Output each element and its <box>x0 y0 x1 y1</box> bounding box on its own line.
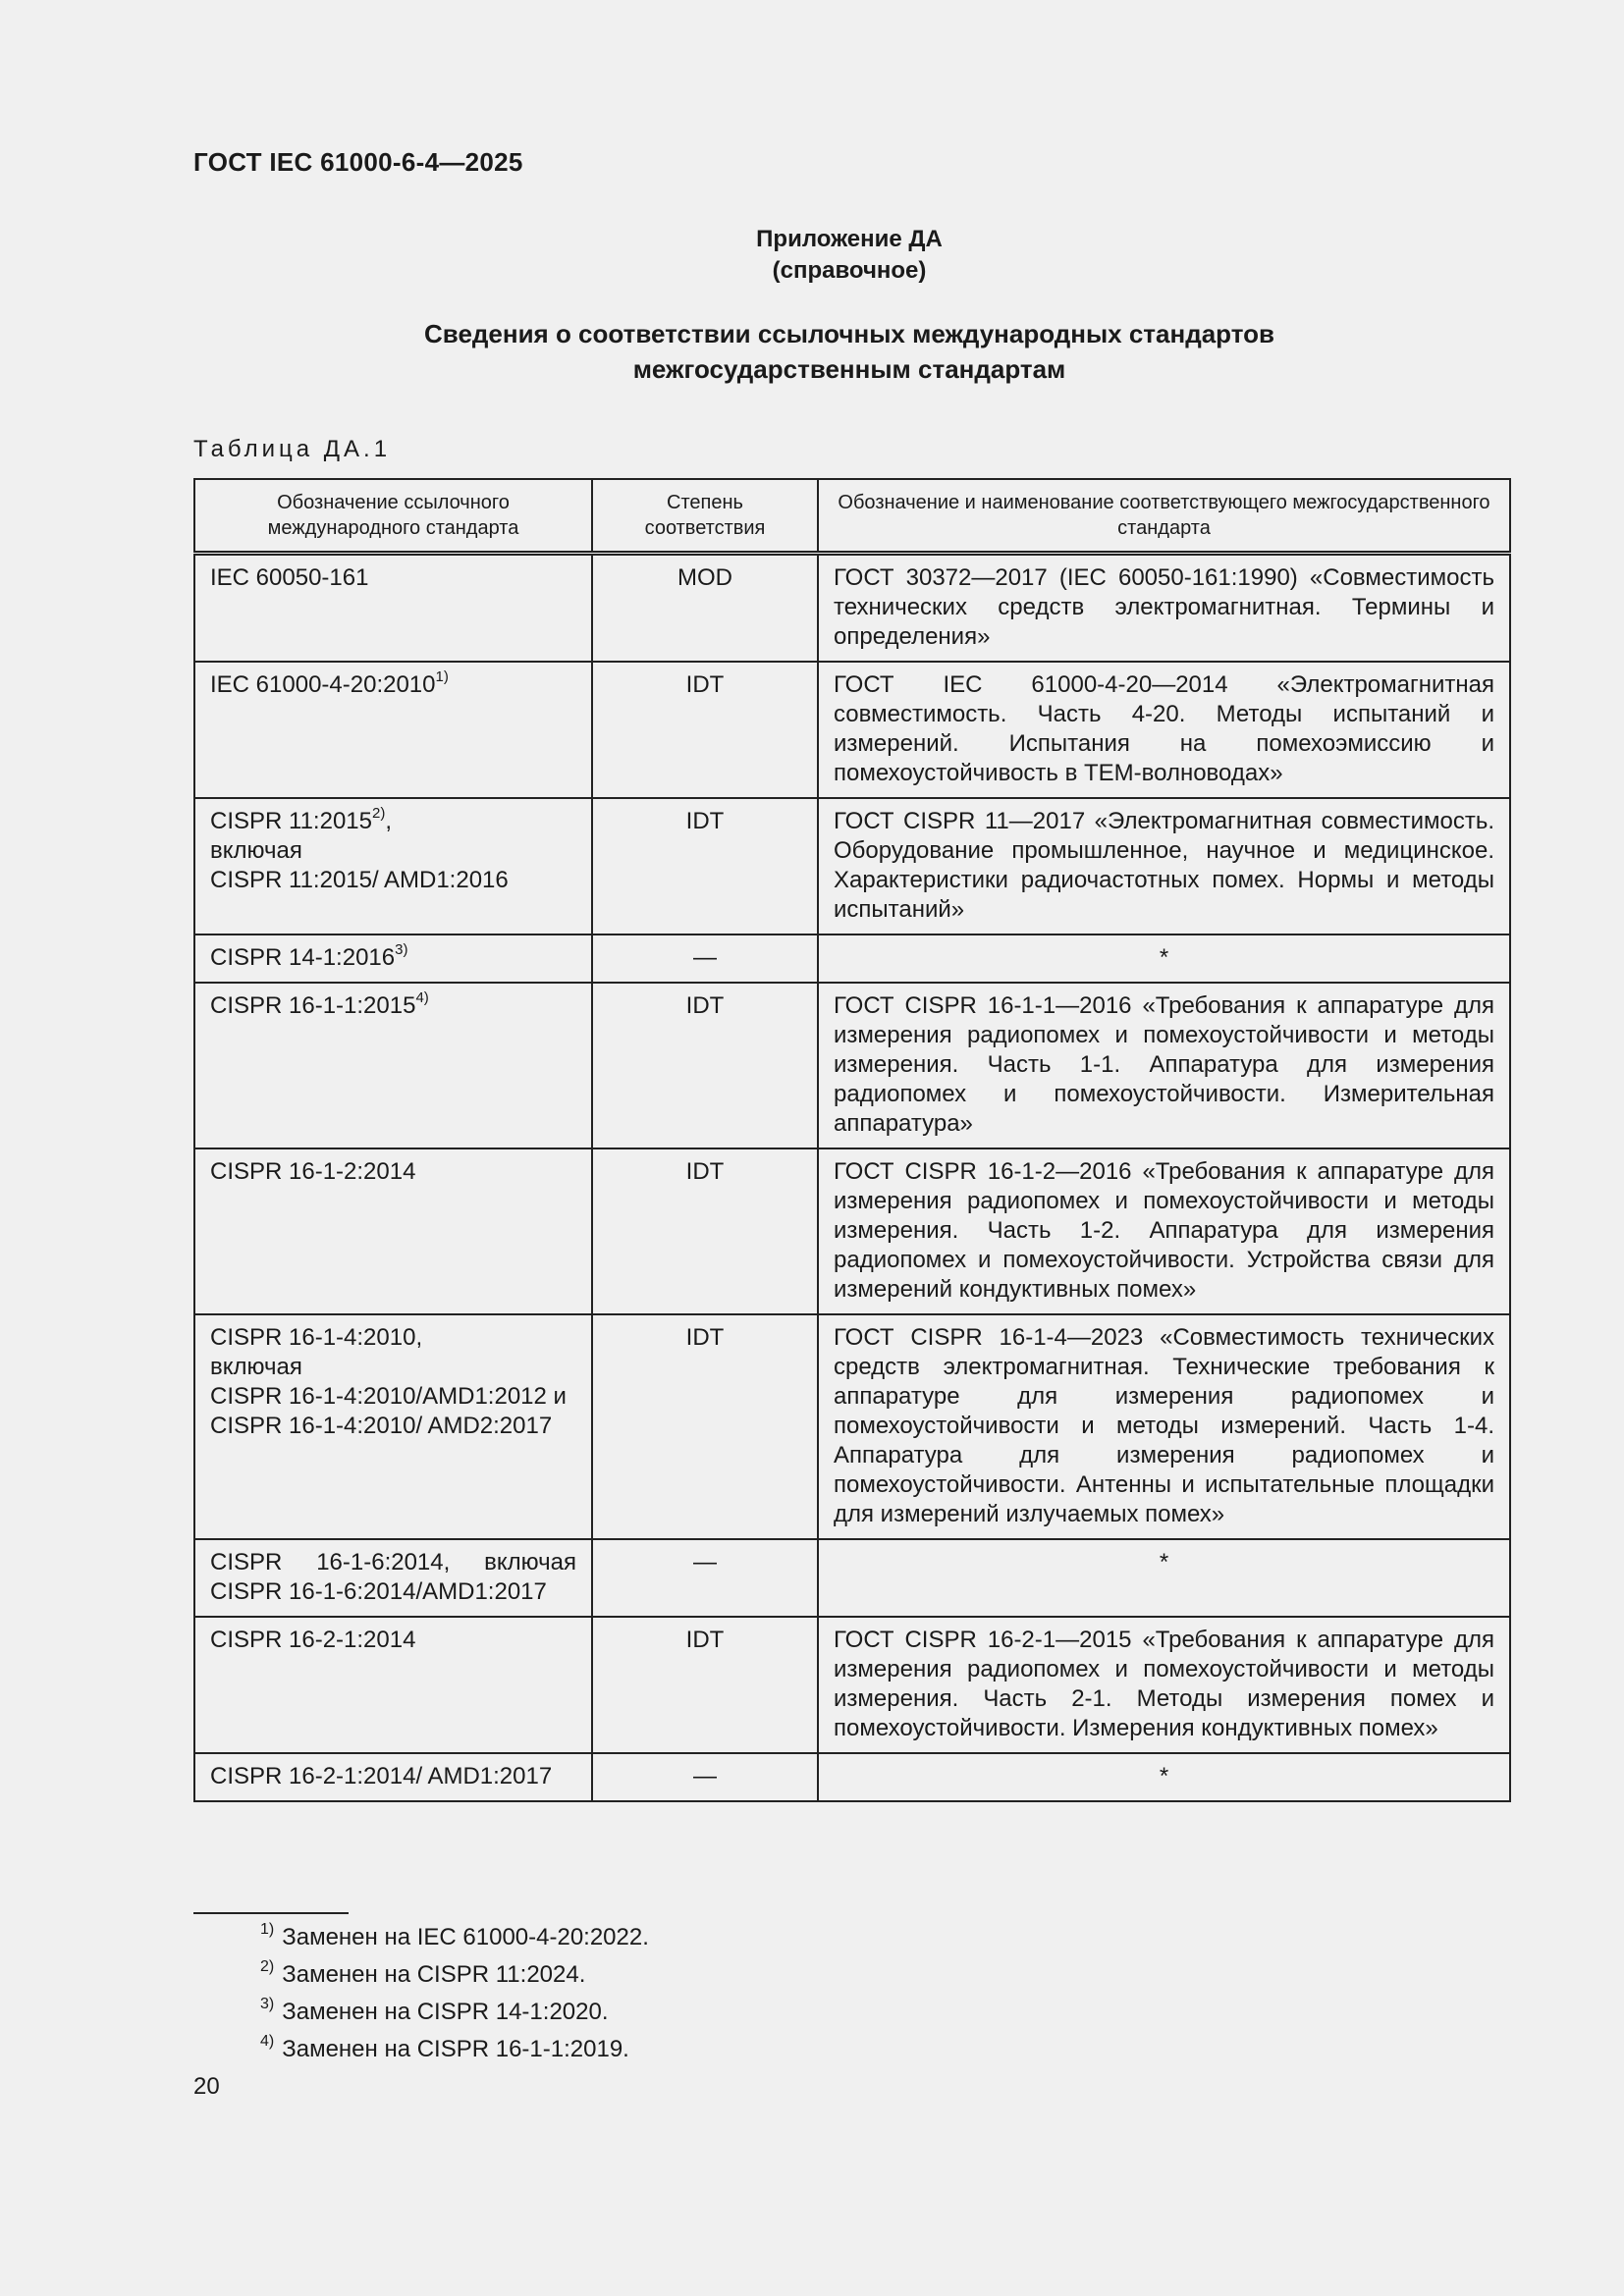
appendix-title: Приложение ДА <box>756 226 943 252</box>
footnote-item <box>260 1956 649 1994</box>
intl-standard-line <box>210 807 576 836</box>
intl-standard-text: CISPR 16-1-6:2014, включая <box>210 1549 576 1575</box>
cell-intl-standard <box>194 1148 592 1314</box>
footnote-text: Заменен на CISPR 16-1-1:2019. <box>282 2036 629 2062</box>
cell-intl-standard <box>194 798 592 934</box>
intl-standard-line <box>210 1323 576 1353</box>
cell-degree: IDT <box>592 662 818 798</box>
intl-standard-line <box>210 1548 576 1577</box>
intl-standard-text: включая <box>210 837 302 864</box>
header-degree: Степень соответствия <box>592 479 818 554</box>
intl-standard-text: включая <box>210 1354 302 1380</box>
footnote-text: Заменен на CISPR 11:2024. <box>282 1961 586 1988</box>
footnote-mark: 4) <box>260 2033 275 2050</box>
cell-degree: — <box>592 1753 818 1801</box>
intl-standard-text: CISPR 16-1-1:2015 <box>210 992 416 1019</box>
cell-intl-standard <box>194 983 592 1148</box>
footnote-text: Заменен на CISPR 14-1:2020. <box>282 1999 609 2025</box>
cell-degree: IDT <box>592 1148 818 1314</box>
intl-standard-line <box>210 866 576 895</box>
cell-intl-standard <box>194 1314 592 1539</box>
table-row <box>194 1617 1510 1753</box>
table-row <box>194 1148 1510 1314</box>
intl-standard-text: CISPR 14-1:2016 <box>210 944 396 971</box>
footnote-ref: 4) <box>415 989 429 1006</box>
footnote-item <box>260 1994 649 2031</box>
table-header-row <box>194 479 1510 554</box>
intl-standard-text: CISPR 16-2-1:2014 <box>210 1627 416 1653</box>
cell-gost-standard: * <box>818 934 1510 983</box>
footnote-separator <box>193 1912 349 1914</box>
footnote-text: Заменен на IEC 61000-4-20:2022. <box>282 1924 649 1950</box>
table-caption: Таблица ДА.1 <box>193 436 392 462</box>
intl-standard-line <box>210 1577 576 1607</box>
intl-standard-line <box>210 836 576 866</box>
table-row <box>194 798 1510 934</box>
table-row <box>194 1539 1510 1617</box>
footnote-item <box>260 1919 649 1956</box>
intl-standard-text: CISPR 16-1-4:2010/AMD1:2012 и <box>210 1383 567 1410</box>
cell-degree: MOD <box>592 554 818 663</box>
standards-table <box>193 478 1511 1802</box>
footnote-mark: 1) <box>260 1921 275 1938</box>
appendix-subtitle: (справочное) <box>772 257 927 284</box>
intl-standard-text: CISPR 16-1-6:2014/AMD1:2017 <box>210 1578 547 1605</box>
table-row <box>194 983 1510 1148</box>
cell-degree: — <box>592 934 818 983</box>
intl-standard-line <box>210 670 576 700</box>
cell-intl-standard <box>194 554 592 663</box>
intl-standard-text: IEC 61000-4-20:2010 <box>210 671 436 698</box>
cell-intl-standard <box>194 1753 592 1801</box>
cell-degree: IDT <box>592 1314 818 1539</box>
intl-standard-text: CISPR 11:2015 <box>210 808 372 834</box>
footnote-ref: 1) <box>435 668 449 685</box>
intl-standard-line <box>210 1353 576 1382</box>
header-intl-standard: Обозначение ссылочного международного стандарта <box>194 479 592 554</box>
cell-gost-standard: ГОСТ 30372—2017 (IEC 60050-161:1990) «Совместимость технических средств электромагнитная. Термины и определения» <box>818 554 1510 663</box>
footnotes <box>260 1919 649 2068</box>
intl-standard-line <box>210 1762 576 1791</box>
table-row <box>194 662 1510 798</box>
cell-gost-standard: * <box>818 1753 1510 1801</box>
footnote-ref: 2) <box>372 805 386 822</box>
cell-gost-standard: ГОСТ CISPR 16-2-1—2015 «Требования к аппаратуре для измерения радиопомех и помехоустойчивости и методы измерения. Часть 2-1. Методы измерения помех и помехоустойчивости. Измерения кондуктивных помех» <box>818 1617 1510 1753</box>
cell-gost-standard: ГОСТ IEC 61000-4-20—2014 «Электромагнитная совместимость. Часть 4-20. Методы испытаний и измерений. Испытания на помехоэмиссию и помехоустойчивость в ТЕМ-волноводах» <box>818 662 1510 798</box>
cell-gost-standard: ГОСТ CISPR 11—2017 «Электромагнитная совместимость. Оборудование промышленное, научное и медицинское. Характеристики радиочастотных помех. Нормы и методы испытаний» <box>818 798 1510 934</box>
table-row <box>194 934 1510 983</box>
cell-gost-standard: ГОСТ CISPR 16-1-4—2023 «Совместимость технических средств электромагнитная. Технические требования к аппаратуре для измерения радиопомех и помехоустойчивости и методы измерений. Часть 1-4. Аппаратура для измерения радиопомех и помехоустойчивости. Антенны и испытательные площадки для измерений излучаемых помех» <box>818 1314 1510 1539</box>
intl-standard-text: CISPR 16-1-2:2014 <box>210 1158 416 1185</box>
footnote-ref: 3) <box>395 941 408 958</box>
appendix-heading <box>0 224 1624 287</box>
cell-intl-standard <box>194 1539 592 1617</box>
intl-standard-line <box>210 1626 576 1655</box>
table-row <box>194 1314 1510 1539</box>
intl-standard-line <box>210 943 576 973</box>
document-id: ГОСТ IEC 61000-6-4—2025 <box>193 147 523 177</box>
footnote-item <box>260 2031 649 2068</box>
intl-standard-line <box>210 1157 576 1187</box>
cell-degree: — <box>592 1539 818 1617</box>
intl-standard-text: CISPR 16-1-4:2010, <box>210 1324 423 1351</box>
cell-intl-standard <box>194 1617 592 1753</box>
cell-degree: IDT <box>592 1617 818 1753</box>
cell-degree: IDT <box>592 798 818 934</box>
table-row <box>194 554 1510 663</box>
section-title <box>0 316 1624 387</box>
cell-degree: IDT <box>592 983 818 1148</box>
cell-gost-standard: * <box>818 1539 1510 1617</box>
section-title-line-2: межгосударственным стандартам <box>632 354 1066 384</box>
section-title-line-1: Сведения о соответствии ссылочных международных стандартов <box>424 319 1274 348</box>
intl-standard-line <box>210 1382 576 1412</box>
intl-standard-text: CISPR 16-1-4:2010/ AMD2:2017 <box>210 1413 553 1439</box>
intl-standard-text: IEC 60050-161 <box>210 564 369 591</box>
footnote-mark: 3) <box>260 1996 275 2012</box>
cell-gost-standard: ГОСТ CISPR 16-1-1—2016 «Требования к аппаратуре для измерения радиопомех и помехоустойчивости и методы измерения. Часть 1-1. Аппаратура для измерения радиопомех и помехоустойчивости. Измерительная аппаратура» <box>818 983 1510 1148</box>
intl-standard-line <box>210 1412 576 1441</box>
cell-intl-standard <box>194 662 592 798</box>
intl-standard-text: CISPR 11:2015/ AMD1:2016 <box>210 867 509 893</box>
cell-intl-standard <box>194 934 592 983</box>
table-row <box>194 1753 1510 1801</box>
header-gost-standard: Обозначение и наименование соответствующего межгосударственного стандарта <box>818 479 1510 554</box>
footnote-mark: 2) <box>260 1958 275 1975</box>
page-number: 20 <box>193 2073 220 2100</box>
intl-standard-punct: , <box>385 808 393 834</box>
intl-standard-line <box>210 563 576 593</box>
intl-standard-line <box>210 991 576 1021</box>
intl-standard-text: CISPR 16-2-1:2014/ AMD1:2017 <box>210 1763 553 1789</box>
cell-gost-standard: ГОСТ CISPR 16-1-2—2016 «Требования к аппаратуре для измерения радиопомех и помехоустойчивости и методы измерения. Часть 1-2. Аппаратура для измерения радиопомех и помехоустойчивости. Устройства связи для измерений кондуктивных помех» <box>818 1148 1510 1314</box>
